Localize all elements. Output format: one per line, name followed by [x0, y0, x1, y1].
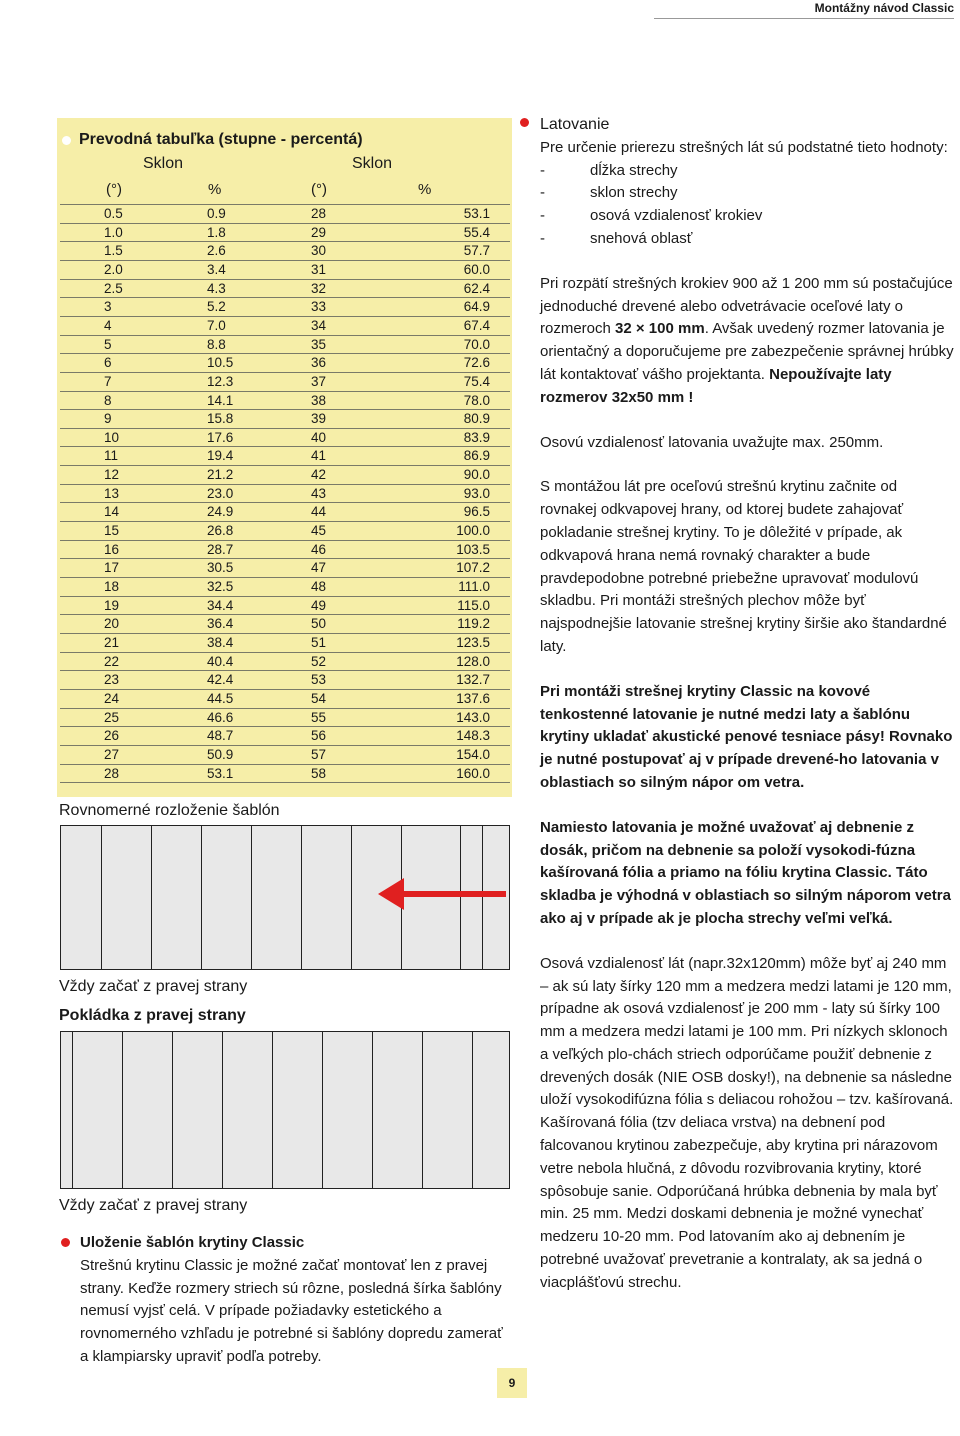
table-cell: 20: [104, 616, 120, 632]
table-cell: 12.3: [207, 373, 234, 389]
table-row: [60, 521, 510, 540]
list-dash: -: [540, 184, 545, 202]
sklon-label-right: Sklon: [352, 155, 393, 172]
start-right-label-1: Vždy začať z pravej strany: [59, 978, 248, 995]
page-header: [654, 0, 954, 20]
table-row: [60, 335, 510, 354]
table-cell: 103.5: [456, 541, 490, 557]
even-layout-title: Rovnomerné rozloženie šablón: [59, 802, 280, 819]
table-cell: 33: [311, 299, 327, 315]
table-cell: 55: [311, 709, 327, 725]
battens-p1: [540, 273, 956, 410]
table-cell: 72.6: [463, 355, 490, 371]
tile-seam: [101, 826, 102, 969]
table-cell: 31: [311, 261, 327, 277]
table-cell: 7.0: [207, 317, 226, 333]
table-cell: 4: [104, 317, 112, 333]
table-cell: 3: [104, 299, 112, 315]
list-dash: -: [540, 161, 545, 179]
tile-seam: [351, 826, 352, 969]
table-cell: 128.0: [456, 653, 490, 669]
bullet-icon: [62, 136, 71, 145]
table-cell: 36: [311, 355, 327, 371]
table-cell: 38.4: [207, 634, 234, 650]
battens-list-text: sklon strechy: [590, 184, 678, 202]
table-cell: 5.2: [207, 299, 226, 315]
table-row: [60, 614, 510, 633]
table-cell: 19.4: [207, 448, 234, 464]
table-cell: 36.4: [207, 616, 234, 632]
table-cell: 32.5: [207, 579, 234, 594]
tile-seam: [472, 1032, 473, 1188]
table-row: [60, 745, 510, 764]
table-cell: 16: [104, 541, 120, 557]
table-cell: 86.9: [463, 448, 490, 464]
bullet-icon: [61, 1238, 70, 1247]
table-row: [60, 670, 510, 689]
tile-seam: [251, 826, 252, 969]
table-cell: 5: [104, 336, 112, 352]
table-cell: 60.0: [463, 261, 490, 277]
table-cell: 29: [311, 224, 327, 240]
table-cell: 148.3: [456, 728, 490, 744]
page-number: 9: [497, 1368, 527, 1398]
table-cell: 44.5: [207, 690, 234, 706]
table-row: [60, 260, 510, 279]
table-cell: 48: [311, 579, 327, 594]
col-header-deg-1: (°): [106, 181, 122, 198]
list-dash: -: [540, 229, 545, 247]
table-cell: 100.0: [456, 523, 490, 539]
table-cell: 93.0: [463, 485, 490, 501]
table-cell: 28: [104, 765, 120, 781]
table-row: [60, 633, 510, 652]
table-cell: 8.8: [207, 336, 226, 352]
table-cell: 30.5: [207, 560, 234, 576]
table-cell: 18: [104, 579, 120, 594]
battens-list-item: [540, 160, 956, 183]
table-cell: 50.9: [207, 746, 234, 762]
table-cell: 0.9: [207, 206, 226, 221]
battens-p6: Osová vzdialenosť lát (napr.32x120mm) môže byť aj 240 mm – ak sú laty šírky 120 mm a medzera medzi latami je 120 mm, prípadne ak osová vzdialenosť je 200 mm - laty sú šírky 100 mm a medzera medzi latami je 100 mm. Pri nízkych sklonoch a veľkých plo-chách striech odporúčame použiť debnenie z drevených dosák (NIE OSB dosky!), na debnenie sa následne uloží vysokodifúzna fólia s deliacou rohožou – tzv. kašírovaná. Kašírovaná fólia (tzv deliaca vrstva) na debnení pod falcovanou krytinou zabezpečuje, aby krytina pri nárazovom vetre nebola hlučná, z dôvodu rozvibrovania krytiny, ktoré spôsobuje sanie. Odporúčaná hrúbka debnenia by mala byť min. 25 mm. Medzi doskami debnenia je možné vynechať medzeru 10-20 mm. Pod latovaním ako aj debnením je potrebné uvažovať prevetranie a kontralaty, ak sa jedná o viacplášťovú strechu.: [540, 954, 954, 1291]
table-cell: 27: [104, 746, 120, 762]
tile-seam: [201, 826, 202, 969]
table-cell: 24.9: [207, 504, 234, 520]
table-cell: 22: [104, 653, 120, 669]
table-row: [60, 577, 510, 596]
table-cell: 50: [311, 616, 327, 632]
header-title: Montážny návod Classic: [814, 1, 954, 15]
tile-diagram-right: [60, 1031, 510, 1189]
table-row: [60, 708, 510, 727]
table-cell: 80.9: [463, 411, 490, 427]
table-cell: 30: [311, 243, 327, 259]
col-header-deg-2: (°): [311, 181, 327, 198]
table-row: [60, 540, 510, 559]
table-cell: 3.4: [207, 261, 226, 277]
table-row: [60, 372, 510, 391]
table-row: [60, 428, 510, 447]
table-cell: 42.4: [207, 672, 234, 688]
col-header-pct-2: %: [418, 181, 432, 198]
tile-seam: [122, 1032, 123, 1188]
table-cell: 45: [311, 523, 327, 539]
table-cell: 78.0: [463, 392, 490, 408]
table-cell: 28.7: [207, 541, 234, 557]
table-cell: 4.3: [207, 280, 226, 296]
table-cell: 160.0: [456, 765, 490, 781]
table-cell: 56: [311, 728, 327, 744]
table-cell: 2.5: [104, 280, 123, 296]
table-cell: 44: [311, 504, 327, 520]
table-cell: 25: [104, 709, 120, 725]
battens-list: [540, 160, 956, 251]
table-cell: 90.0: [463, 467, 490, 483]
table-row: [60, 204, 510, 223]
table-cell: 154.0: [456, 746, 490, 762]
table-row: [60, 446, 510, 465]
table-cell: 2.6: [207, 243, 226, 259]
table-cell: 57.7: [463, 243, 490, 259]
battens-list-text: snehová oblasť: [590, 229, 693, 247]
table-cell: 40.4: [207, 653, 234, 669]
table-row: [60, 484, 510, 503]
battens-intro: Pre určenie prierezu strešných lát sú podstatné tieto hodnoty:: [540, 138, 948, 156]
table-row: [60, 558, 510, 577]
table-cell: 32: [311, 280, 327, 296]
table-cell: 10: [104, 429, 120, 445]
table-cell: 46: [311, 541, 327, 557]
tile-seam: [372, 1032, 373, 1188]
battens-p5: Namiesto latovania je možné uvažovať aj debnenie z dosák, pričom na debnenie sa položí vysokodi-fúzna kašírovaná fólia a priamo na fóliu krytina Classic. Táto skladba je výhodná v oblastiach so silným náporom vetra ako aj v prípade ak je plocha strechy veľmi veľká.: [540, 818, 951, 927]
table-title: Prevodná tabuľka (stupne - percentá): [79, 131, 363, 148]
table-cell: 132.7: [456, 672, 490, 688]
table-row: [60, 764, 510, 783]
table-cell: 7: [104, 373, 112, 389]
table-row: [60, 409, 510, 428]
bullet-icon: [520, 118, 529, 127]
battens-title: Latovanie: [540, 116, 610, 133]
table-cell: 9: [104, 411, 112, 427]
table-row: [60, 353, 510, 372]
tile-seam: [222, 1032, 223, 1188]
table-cell: 21.2: [207, 467, 234, 483]
battens-list-text: osová vzdialenosť krokiev: [590, 207, 763, 225]
battens-p2: Osovú vzdialenosť latovania uvažujte max. 250mm.: [540, 433, 884, 451]
table-cell: 62.4: [463, 280, 490, 296]
table-cell: 26.8: [207, 523, 234, 539]
table-cell: 23.0: [207, 485, 234, 501]
table-row: [60, 391, 510, 410]
table-cell: 13: [104, 485, 120, 501]
table-cell: 47: [311, 560, 327, 576]
table-cell: 35: [311, 336, 327, 352]
table-cell: 119.2: [457, 616, 490, 632]
table-row: [60, 689, 510, 708]
table-cell: 54: [311, 690, 327, 706]
tile-seam: [72, 1032, 73, 1188]
table-cell: 24: [104, 690, 120, 706]
list-dash: -: [540, 207, 545, 225]
table-cell: 40: [311, 429, 327, 445]
table-cell: 70.0: [463, 336, 490, 352]
table-cell: 83.9: [463, 429, 490, 445]
table-cell: 10.5: [207, 355, 234, 371]
table-cell: 53.1: [463, 206, 490, 221]
start-right-arrow-icon: [378, 872, 506, 916]
table-cell: 19: [104, 597, 120, 613]
table-cell: 42: [311, 467, 327, 483]
tile-seam: [301, 826, 302, 969]
table-cell: 137.6: [456, 690, 490, 706]
battens-section: [540, 114, 956, 1317]
table-cell: 23: [104, 672, 120, 688]
table-cell: 46.6: [207, 709, 234, 725]
table-row: [60, 241, 510, 260]
battens-list-text: dĺžka strechy: [590, 161, 678, 179]
table-cell: 1.8: [207, 224, 226, 240]
table-cell: 64.9: [463, 299, 490, 315]
battens-p1-text-2: . Avšak uvedený rozmer latovania je orientačný a doporučujeme pre zabezpečenie správnej hrúbky lát kontaktovať vášho projektanta.: [540, 320, 954, 383]
tile-seam: [422, 1032, 423, 1188]
table-cell: 2.0: [104, 261, 123, 277]
table-cell: 43: [311, 485, 327, 501]
table-row: [60, 279, 510, 298]
col-header-pct-1: %: [208, 181, 222, 198]
table-cell: 107.2: [456, 560, 490, 576]
table-cell: 38: [311, 392, 327, 408]
placement-body: Strešnú krytinu Classic je možné začať montovať len z pravej strany. Keďže rozmery striech sú rôzne, posledná šírka šablóny nemusí vyjsť celá. V prípade požiadavky estetického a rovnomerného vzhľadu je potrebné si šablóny dopredu zamerať a klampiarsky upraviť podľa potreby.: [80, 1256, 503, 1365]
table-cell: 15: [104, 523, 120, 539]
table-rule: [60, 782, 510, 783]
table-cell: 52: [311, 653, 327, 669]
tile-diagram-even: [60, 825, 510, 970]
battens-p1-warning: Nepoužívajte laty rozmerov 32x50 mm !: [540, 365, 892, 406]
table-cell: 49: [311, 597, 327, 613]
table-cell: 57: [311, 746, 327, 762]
table-cell: 1.0: [104, 224, 123, 240]
table-cell: 39: [311, 411, 327, 427]
table-cell: 41: [311, 448, 327, 464]
table-row: [60, 502, 510, 521]
table-row: [60, 465, 510, 484]
table-row: [60, 726, 510, 745]
table-cell: 143.0: [456, 709, 490, 725]
table-cell: 26: [104, 728, 120, 744]
tile-seam: [172, 1032, 173, 1188]
table-cell: 14: [104, 504, 120, 520]
table-cell: 58: [311, 765, 327, 781]
table-cell: 12: [104, 467, 120, 483]
table-cell: 21: [104, 634, 120, 650]
table-cell: 75.4: [463, 373, 490, 389]
table-row: [60, 652, 510, 671]
table-cell: 34: [311, 317, 327, 333]
table-row: [60, 316, 510, 335]
table-cell: 6: [104, 355, 112, 371]
start-right-label-2: Vždy začať z pravej strany: [59, 1197, 248, 1214]
table-cell: 111.0: [458, 579, 490, 594]
battens-p4: Pri montáži strešnej krytiny Classic na kovové tenkostenné latovanie je nutné medzi laty a šablónu krytiny ukladať akustické penové tesniace pásy! Rovnako je nutné postupovať aj v prípade drevené-ho latovania v oblastiach so silným nápor om vetra.: [540, 682, 953, 791]
battens-list-item: [540, 205, 956, 228]
table-cell: 0.5: [104, 206, 123, 221]
table-cell: 53: [311, 672, 327, 688]
placement-title: Uloženie šablón krytiny Classic: [80, 1234, 305, 1251]
table-row: [60, 297, 510, 316]
battens-p3: S montážou lát pre oceľovú strešnú krytinu začnite od rovnakej odkvapovej hrany, od ktorej budete zahajovať pokladanie strešnej krytiny. To je dôležité v prípade, ak odkvapová hrana nemá rovnaký charakter a bude pravdepodobne potrebné priebežne upravovať modulovú skladbu. Pri montáži strešných plechov môže byť najspodnejšie latovanie strešnej krytiny širšie ako štandardné laty.: [540, 478, 947, 655]
table-cell: 17.6: [207, 429, 234, 445]
table-cell: 15.8: [207, 411, 234, 427]
table-cell: 96.5: [463, 504, 490, 520]
tile-seam: [151, 826, 152, 969]
battens-list-item: [540, 228, 956, 251]
battens-p1-dim: 32 × 100 mm: [615, 320, 705, 338]
table-cell: 8: [104, 392, 112, 408]
table-cell: 115.0: [457, 597, 490, 613]
table-cell: 14.1: [207, 392, 234, 408]
tile-seam: [322, 1032, 323, 1188]
table-cell: 51: [311, 634, 327, 650]
table-cell: 34.4: [207, 597, 234, 613]
table-cell: 28: [311, 206, 327, 221]
table-cell: 17: [104, 560, 120, 576]
tile-seam: [272, 1032, 273, 1188]
header-divider: [654, 18, 954, 19]
battens-list-item: [540, 182, 956, 205]
table-row: [60, 223, 510, 242]
placement-section: [80, 1232, 510, 1369]
table-cell: 48.7: [207, 728, 234, 744]
laying-title: Pokládka z pravej strany: [59, 1007, 246, 1024]
table-cell: 1.5: [104, 243, 123, 259]
table-cell: 67.4: [463, 317, 490, 333]
table-cell: 55.4: [463, 224, 490, 240]
table-row: [60, 596, 510, 615]
battens-p1-text: Pri rozpätí strešných krokiev 900 až 1 200 mm sú postačujúce jednoduché drevené alebo odvetrávacie oceľové laty o rozmeroch: [540, 274, 953, 338]
table-cell: 11: [104, 448, 119, 464]
table-cell: 37: [311, 373, 327, 389]
table-cell: 53.1: [207, 765, 234, 781]
table-cell: 123.5: [456, 634, 490, 650]
sklon-label-left: Sklon: [143, 155, 184, 172]
